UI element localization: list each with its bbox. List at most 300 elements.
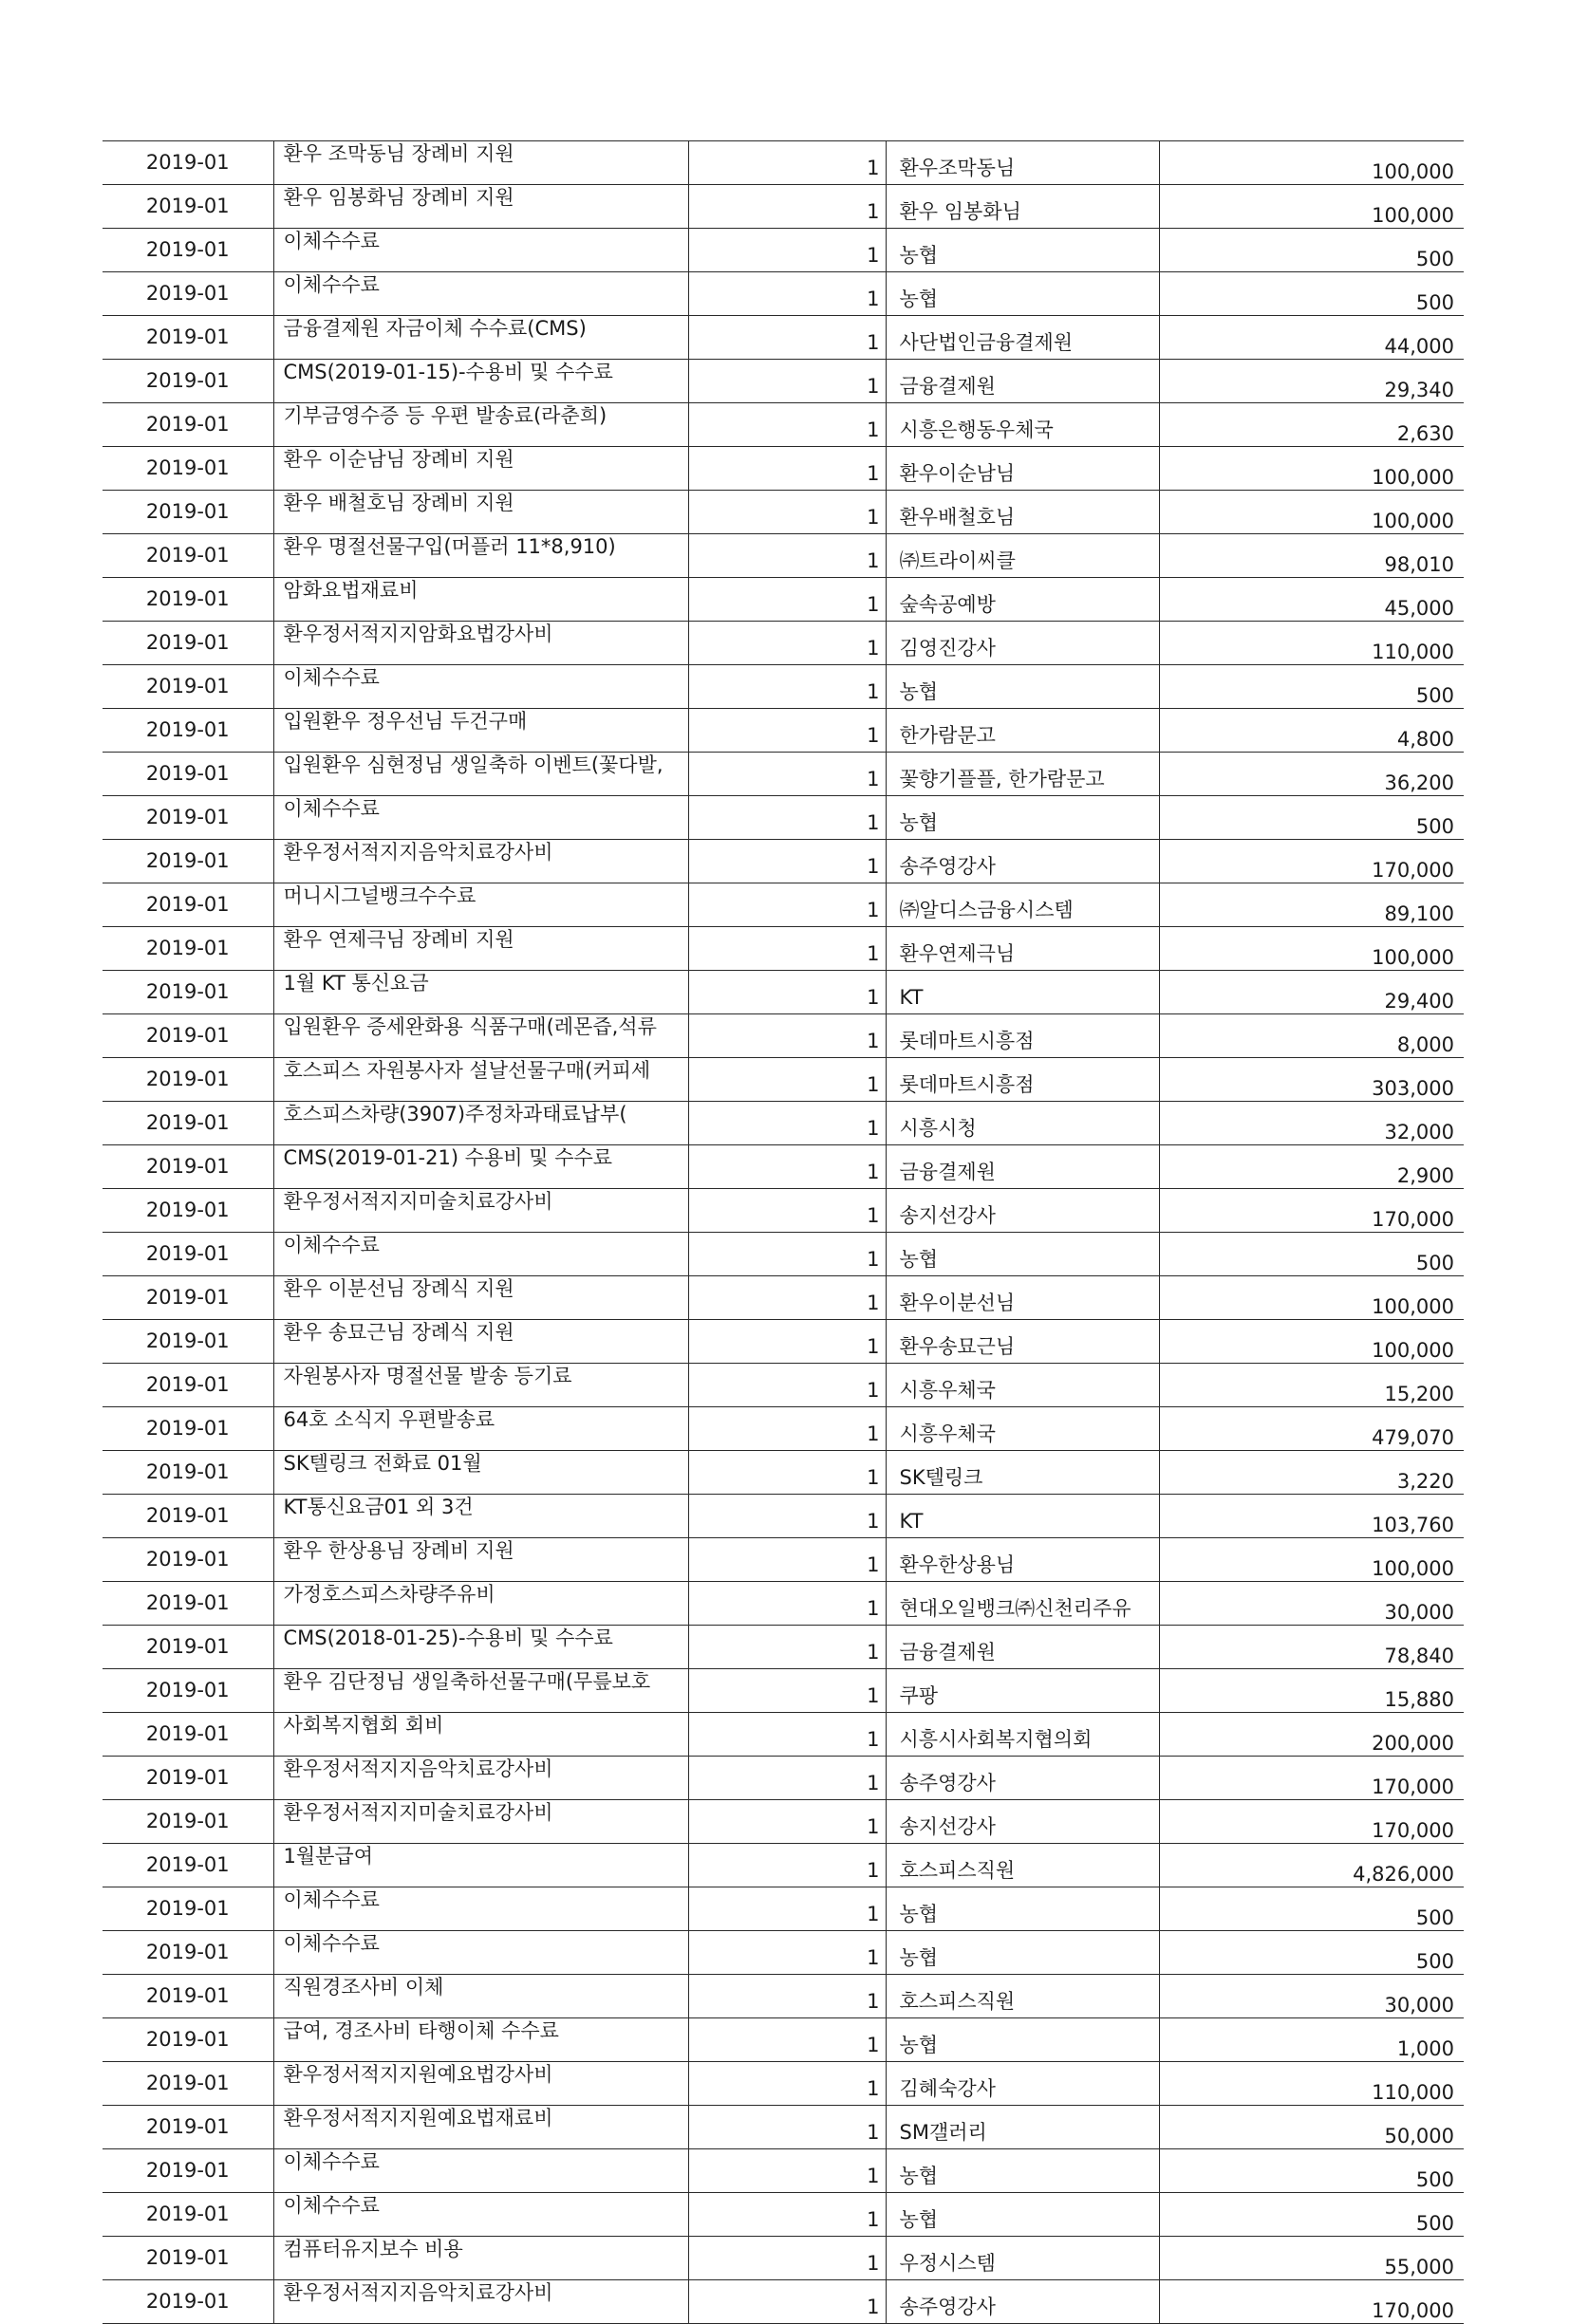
quantity-cell: 1 <box>688 272 886 316</box>
amount-cell: 170,000 <box>1159 1800 1464 1844</box>
description-cell: 급여, 경조사비 타행이체 수수료 <box>273 2018 688 2062</box>
table-row <box>103 796 1464 840</box>
payee-cell: SM갤러리 <box>886 2106 1159 2149</box>
amount-cell: 200,000 <box>1159 1713 1464 1757</box>
description-cell: 이체수수료 <box>273 2193 688 2237</box>
payee-cell: 쿠팡 <box>886 1669 1159 1713</box>
date-cell: 2019-01 <box>103 360 273 403</box>
payee-cell: 농협 <box>886 2193 1159 2237</box>
description-cell: 이체수수료 <box>273 2149 688 2193</box>
quantity-cell: 1 <box>688 1800 886 1844</box>
quantity-cell: 1 <box>688 360 886 403</box>
payee-cell: 농협 <box>886 1931 1159 1975</box>
amount-cell: 44,000 <box>1159 316 1464 360</box>
date-cell: 2019-01 <box>103 534 273 578</box>
table-row <box>103 403 1464 447</box>
amount-cell: 2,900 <box>1159 1145 1464 1189</box>
description-cell: 이체수수료 <box>273 665 688 709</box>
table-row <box>103 360 1464 403</box>
quantity-cell: 1 <box>688 622 886 665</box>
description-cell: KT통신요금01 외 3건 <box>273 1495 688 1538</box>
quantity-cell: 1 <box>688 491 886 534</box>
amount-cell: 170,000 <box>1159 1757 1464 1800</box>
amount-cell: 29,340 <box>1159 360 1464 403</box>
table-row <box>103 927 1464 971</box>
payee-cell: 환우한상용님 <box>886 1538 1159 1582</box>
date-cell: 2019-01 <box>103 1014 273 1058</box>
quantity-cell: 1 <box>688 971 886 1014</box>
date-cell: 2019-01 <box>103 1626 273 1669</box>
quantity-cell: 1 <box>688 883 886 927</box>
date-cell: 2019-01 <box>103 2018 273 2062</box>
table-row <box>103 2106 1464 2149</box>
table-row <box>103 1320 1464 1364</box>
quantity-cell: 1 <box>688 534 886 578</box>
quantity-cell: 1 <box>688 1058 886 1102</box>
payee-cell: 시흥시청 <box>886 1102 1159 1145</box>
date-cell: 2019-01 <box>103 1582 273 1626</box>
amount-cell: 3,220 <box>1159 1451 1464 1495</box>
date-cell: 2019-01 <box>103 1713 273 1757</box>
quantity-cell: 1 <box>688 1407 886 1451</box>
quantity-cell: 1 <box>688 1014 886 1058</box>
payee-cell: 우정시스템 <box>886 2237 1159 2280</box>
quantity-cell: 1 <box>688 2237 886 2280</box>
amount-cell: 98,010 <box>1159 534 1464 578</box>
payee-cell: 사단법인금융결제원 <box>886 316 1159 360</box>
quantity-cell: 1 <box>688 1364 886 1407</box>
date-cell: 2019-01 <box>103 403 273 447</box>
description-cell: 환우 조막동님 장례비 지원 <box>273 141 688 185</box>
table-row <box>103 2193 1464 2237</box>
payee-cell: 농협 <box>886 796 1159 840</box>
date-cell: 2019-01 <box>103 1451 273 1495</box>
ledger-body <box>103 141 1464 2324</box>
amount-cell: 170,000 <box>1159 840 1464 883</box>
quantity-cell: 1 <box>688 185 886 229</box>
date-cell: 2019-01 <box>103 1189 273 1233</box>
quantity-cell: 1 <box>688 1233 886 1276</box>
payee-cell: 농협 <box>886 272 1159 316</box>
table-row <box>103 1757 1464 1800</box>
description-cell: 기부금영수증 등 우편 발송료(라춘희) <box>273 403 688 447</box>
table-row <box>103 2237 1464 2280</box>
table-row <box>103 1931 1464 1975</box>
table-row <box>103 1407 1464 1451</box>
table-row <box>103 971 1464 1014</box>
date-cell: 2019-01 <box>103 1233 273 1276</box>
payee-cell: 농협 <box>886 665 1159 709</box>
quantity-cell: 1 <box>688 1626 886 1669</box>
description-cell: 이체수수료 <box>273 1931 688 1975</box>
description-cell: 금융결제원 자금이체 수수료(CMS) <box>273 316 688 360</box>
date-cell: 2019-01 <box>103 1058 273 1102</box>
payee-cell: 시흥우체국 <box>886 1364 1159 1407</box>
date-cell: 2019-01 <box>103 2106 273 2149</box>
payee-cell: 김영진강사 <box>886 622 1159 665</box>
table-row <box>103 491 1464 534</box>
payee-cell: 농협 <box>886 2018 1159 2062</box>
description-cell: 1월분급여 <box>273 1844 688 1887</box>
amount-cell: 29,400 <box>1159 971 1464 1014</box>
description-cell: CMS(2019-01-21) 수용비 및 수수료 <box>273 1145 688 1189</box>
table-row <box>103 1102 1464 1145</box>
table-row <box>103 1626 1464 1669</box>
description-cell: 입원환우 증세완화용 식품구매(레몬즙,석류 <box>273 1014 688 1058</box>
table-row <box>103 447 1464 491</box>
date-cell: 2019-01 <box>103 622 273 665</box>
amount-cell: 500 <box>1159 229 1464 272</box>
amount-cell: 100,000 <box>1159 447 1464 491</box>
date-cell: 2019-01 <box>103 927 273 971</box>
date-cell: 2019-01 <box>103 2280 273 2324</box>
amount-cell: 50,000 <box>1159 2106 1464 2149</box>
amount-cell: 100,000 <box>1159 491 1464 534</box>
quantity-cell: 1 <box>688 927 886 971</box>
description-cell: 이체수수료 <box>273 272 688 316</box>
payee-cell: ㈜트라이씨클 <box>886 534 1159 578</box>
date-cell: 2019-01 <box>103 840 273 883</box>
payee-cell: 시흥시사회복지협의회 <box>886 1713 1159 1757</box>
date-cell: 2019-01 <box>103 709 273 753</box>
description-cell: 환우정서적지지원예요법강사비 <box>273 2062 688 2106</box>
table-row <box>103 2149 1464 2193</box>
quantity-cell: 1 <box>688 403 886 447</box>
date-cell: 2019-01 <box>103 1887 273 1931</box>
description-cell: 암화요법재료비 <box>273 578 688 622</box>
date-cell: 2019-01 <box>103 447 273 491</box>
quantity-cell: 1 <box>688 2018 886 2062</box>
amount-cell: 4,826,000 <box>1159 1844 1464 1887</box>
payee-cell: 시흥은행동우체국 <box>886 403 1159 447</box>
payee-cell: 금융결제원 <box>886 1145 1159 1189</box>
payee-cell: 꽃향기플플, 한가람문고 <box>886 753 1159 796</box>
amount-cell: 103,760 <box>1159 1495 1464 1538</box>
description-cell: 1월 KT 통신요금 <box>273 971 688 1014</box>
description-cell: 환우 송묘근님 장례식 지원 <box>273 1320 688 1364</box>
table-row <box>103 1538 1464 1582</box>
amount-cell: 100,000 <box>1159 1538 1464 1582</box>
table-row <box>103 1495 1464 1538</box>
date-cell: 2019-01 <box>103 141 273 185</box>
date-cell: 2019-01 <box>103 1495 273 1538</box>
description-cell: SK텔링크 전화료 01월 <box>273 1451 688 1495</box>
payee-cell: 환우조막동님 <box>886 141 1159 185</box>
description-cell: 이체수수료 <box>273 1233 688 1276</box>
payee-cell: 호스피스직원 <box>886 1844 1159 1887</box>
quantity-cell: 1 <box>688 1451 886 1495</box>
table-row <box>103 1058 1464 1102</box>
description-cell: 환우 배철호님 장례비 지원 <box>273 491 688 534</box>
description-cell: 이체수수료 <box>273 229 688 272</box>
table-row <box>103 272 1464 316</box>
payee-cell: 롯데마트시흥점 <box>886 1058 1159 1102</box>
table-row <box>103 2280 1464 2324</box>
table-row <box>103 709 1464 753</box>
amount-cell: 89,100 <box>1159 883 1464 927</box>
amount-cell: 45,000 <box>1159 578 1464 622</box>
amount-cell: 500 <box>1159 1887 1464 1931</box>
payee-cell: 환우 임봉화님 <box>886 185 1159 229</box>
amount-cell: 500 <box>1159 272 1464 316</box>
amount-cell: 500 <box>1159 1931 1464 1975</box>
amount-cell: 170,000 <box>1159 2280 1464 2324</box>
date-cell: 2019-01 <box>103 1669 273 1713</box>
description-cell: 이체수수료 <box>273 1887 688 1931</box>
table-row <box>103 1364 1464 1407</box>
quantity-cell: 1 <box>688 709 886 753</box>
date-cell: 2019-01 <box>103 316 273 360</box>
quantity-cell: 1 <box>688 840 886 883</box>
description-cell: 이체수수료 <box>273 796 688 840</box>
description-cell: 머니시그널뱅크수수료 <box>273 883 688 927</box>
table-row <box>103 883 1464 927</box>
description-cell: 환우 이분선님 장례식 지원 <box>273 1276 688 1320</box>
description-cell: CMS(2018-01-25)-수용비 및 수수료 <box>273 1626 688 1669</box>
payee-cell: 환우이분선님 <box>886 1276 1159 1320</box>
quantity-cell: 1 <box>688 1844 886 1887</box>
date-cell: 2019-01 <box>103 1800 273 1844</box>
date-cell: 2019-01 <box>103 665 273 709</box>
date-cell: 2019-01 <box>103 2062 273 2106</box>
table-row <box>103 2062 1464 2106</box>
date-cell: 2019-01 <box>103 1320 273 1364</box>
date-cell: 2019-01 <box>103 2193 273 2237</box>
amount-cell: 1,000 <box>1159 2018 1464 2062</box>
payee-cell: 금융결제원 <box>886 360 1159 403</box>
quantity-cell: 1 <box>688 1713 886 1757</box>
description-cell: 사회복지협회 회비 <box>273 1713 688 1757</box>
payee-cell: 송주영강사 <box>886 2280 1159 2324</box>
table-row <box>103 1669 1464 1713</box>
quantity-cell: 1 <box>688 2149 886 2193</box>
amount-cell: 500 <box>1159 2193 1464 2237</box>
amount-cell: 2,630 <box>1159 403 1464 447</box>
payee-cell: KT <box>886 971 1159 1014</box>
payee-cell: 환우배철호님 <box>886 491 1159 534</box>
table-row <box>103 665 1464 709</box>
expense-ledger-table <box>103 140 1464 2324</box>
description-cell: 환우정서적지지미술치료강사비 <box>273 1189 688 1233</box>
payee-cell: 김혜숙강사 <box>886 2062 1159 2106</box>
date-cell: 2019-01 <box>103 2237 273 2280</box>
date-cell: 2019-01 <box>103 796 273 840</box>
quantity-cell: 1 <box>688 2106 886 2149</box>
amount-cell: 100,000 <box>1159 1276 1464 1320</box>
amount-cell: 500 <box>1159 1233 1464 1276</box>
description-cell: 환우 한상용님 장례비 지원 <box>273 1538 688 1582</box>
amount-cell: 100,000 <box>1159 927 1464 971</box>
date-cell: 2019-01 <box>103 753 273 796</box>
payee-cell: 농협 <box>886 229 1159 272</box>
payee-cell: 환우연제극님 <box>886 927 1159 971</box>
quantity-cell: 1 <box>688 753 886 796</box>
table-row <box>103 2018 1464 2062</box>
table-row <box>103 1975 1464 2018</box>
payee-cell: 시흥우체국 <box>886 1407 1159 1451</box>
date-cell: 2019-01 <box>103 1931 273 1975</box>
amount-cell: 170,000 <box>1159 1189 1464 1233</box>
quantity-cell: 1 <box>688 1320 886 1364</box>
amount-cell: 100,000 <box>1159 185 1464 229</box>
payee-cell: KT <box>886 1495 1159 1538</box>
amount-cell: 479,070 <box>1159 1407 1464 1451</box>
payee-cell: 송주영강사 <box>886 1757 1159 1800</box>
description-cell: 호스피스차량(3907)주정차과태료납부( <box>273 1102 688 1145</box>
amount-cell: 36,200 <box>1159 753 1464 796</box>
amount-cell: 55,000 <box>1159 2237 1464 2280</box>
table-row <box>103 229 1464 272</box>
description-cell: 환우 연제극님 장례비 지원 <box>273 927 688 971</box>
date-cell: 2019-01 <box>103 1407 273 1451</box>
amount-cell: 32,000 <box>1159 1102 1464 1145</box>
date-cell: 2019-01 <box>103 1102 273 1145</box>
table-row <box>103 1233 1464 1276</box>
description-cell: 환우 이순남님 장례비 지원 <box>273 447 688 491</box>
description-cell: 환우 김단정님 생일축하선물구매(무릎보호 <box>273 1669 688 1713</box>
amount-cell: 30,000 <box>1159 1582 1464 1626</box>
date-cell: 2019-01 <box>103 883 273 927</box>
description-cell: 64호 소식지 우편발송료 <box>273 1407 688 1451</box>
date-cell: 2019-01 <box>103 1757 273 1800</box>
quantity-cell: 1 <box>688 447 886 491</box>
table-row <box>103 1844 1464 1887</box>
description-cell: 환우정서적지지미술치료강사비 <box>273 1800 688 1844</box>
date-cell: 2019-01 <box>103 1844 273 1887</box>
date-cell: 2019-01 <box>103 185 273 229</box>
payee-cell: 롯데마트시흥점 <box>886 1014 1159 1058</box>
quantity-cell: 1 <box>688 1757 886 1800</box>
amount-cell: 4,800 <box>1159 709 1464 753</box>
quantity-cell: 1 <box>688 578 886 622</box>
date-cell: 2019-01 <box>103 1145 273 1189</box>
payee-cell: 환우이순남님 <box>886 447 1159 491</box>
description-cell: 입원환우 심현정님 생일축하 이벤트(꽃다발, <box>273 753 688 796</box>
table-row <box>103 185 1464 229</box>
quantity-cell: 1 <box>688 1276 886 1320</box>
payee-cell: 송주영강사 <box>886 840 1159 883</box>
table-row <box>103 316 1464 360</box>
table-row <box>103 1887 1464 1931</box>
date-cell: 2019-01 <box>103 1975 273 2018</box>
table-row <box>103 578 1464 622</box>
table-row <box>103 1800 1464 1844</box>
amount-cell: 303,000 <box>1159 1058 1464 1102</box>
amount-cell: 500 <box>1159 2149 1464 2193</box>
quantity-cell: 1 <box>688 1189 886 1233</box>
payee-cell: 농협 <box>886 2149 1159 2193</box>
table-row <box>103 840 1464 883</box>
quantity-cell: 1 <box>688 2193 886 2237</box>
quantity-cell: 1 <box>688 1582 886 1626</box>
payee-cell: 송지선강사 <box>886 1800 1159 1844</box>
description-cell: 자원봉사자 명절선물 발송 등기료 <box>273 1364 688 1407</box>
payee-cell: 금융결제원 <box>886 1626 1159 1669</box>
date-cell: 2019-01 <box>103 1364 273 1407</box>
table-row <box>103 141 1464 185</box>
date-cell: 2019-01 <box>103 1538 273 1582</box>
description-cell: 컴퓨터유지보수 비용 <box>273 2237 688 2280</box>
amount-cell: 500 <box>1159 665 1464 709</box>
description-cell: 직원경조사비 이체 <box>273 1975 688 2018</box>
date-cell: 2019-01 <box>103 491 273 534</box>
amount-cell: 15,880 <box>1159 1669 1464 1713</box>
amount-cell: 100,000 <box>1159 1320 1464 1364</box>
description-cell: 환우 명절선물구입(머플러 11*8,910) <box>273 534 688 578</box>
description-cell: 환우정서적지지암화요법강사비 <box>273 622 688 665</box>
amount-cell: 100,000 <box>1159 141 1464 185</box>
payee-cell: 한가람문고 <box>886 709 1159 753</box>
date-cell: 2019-01 <box>103 272 273 316</box>
date-cell: 2019-01 <box>103 2149 273 2193</box>
amount-cell: 110,000 <box>1159 2062 1464 2106</box>
quantity-cell: 1 <box>688 796 886 840</box>
amount-cell: 110,000 <box>1159 622 1464 665</box>
table-row <box>103 1582 1464 1626</box>
table-row <box>103 534 1464 578</box>
payee-cell: 송지선강사 <box>886 1189 1159 1233</box>
description-cell: 환우정서적지지음악치료강사비 <box>273 840 688 883</box>
quantity-cell: 1 <box>688 229 886 272</box>
payee-cell: 호스피스직원 <box>886 1975 1159 2018</box>
table-row <box>103 1276 1464 1320</box>
table-row <box>103 1189 1464 1233</box>
table-row <box>103 1451 1464 1495</box>
description-cell: 환우정서적지지음악치료강사비 <box>273 2280 688 2324</box>
payee-cell: 환우송묘근님 <box>886 1320 1159 1364</box>
description-cell: 입원환우 정우선님 두건구매 <box>273 709 688 753</box>
quantity-cell: 1 <box>688 1538 886 1582</box>
amount-cell: 15,200 <box>1159 1364 1464 1407</box>
payee-cell: SK텔링크 <box>886 1451 1159 1495</box>
payee-cell: 농협 <box>886 1233 1159 1276</box>
date-cell: 2019-01 <box>103 229 273 272</box>
quantity-cell: 1 <box>688 1145 886 1189</box>
date-cell: 2019-01 <box>103 578 273 622</box>
description-cell: 환우 임봉화님 장례비 지원 <box>273 185 688 229</box>
description-cell: 환우정서적지지음악치료강사비 <box>273 1757 688 1800</box>
quantity-cell: 1 <box>688 1669 886 1713</box>
quantity-cell: 1 <box>688 665 886 709</box>
quantity-cell: 1 <box>688 1495 886 1538</box>
quantity-cell: 1 <box>688 1975 886 2018</box>
table-row <box>103 1145 1464 1189</box>
description-cell: CMS(2019-01-15)-수용비 및 수수료 <box>273 360 688 403</box>
quantity-cell: 1 <box>688 1102 886 1145</box>
amount-cell: 30,000 <box>1159 1975 1464 2018</box>
date-cell: 2019-01 <box>103 1276 273 1320</box>
table-row <box>103 1713 1464 1757</box>
description-cell: 가정호스피스차량주유비 <box>273 1582 688 1626</box>
amount-cell: 78,840 <box>1159 1626 1464 1669</box>
quantity-cell: 1 <box>688 2062 886 2106</box>
date-cell: 2019-01 <box>103 971 273 1014</box>
description-cell: 호스피스 자원봉사자 설날선물구매(커피세 <box>273 1058 688 1102</box>
quantity-cell: 1 <box>688 1931 886 1975</box>
amount-cell: 500 <box>1159 796 1464 840</box>
payee-cell: 숲속공예방 <box>886 578 1159 622</box>
table-row <box>103 622 1464 665</box>
quantity-cell: 1 <box>688 316 886 360</box>
payee-cell: 현대오일뱅크㈜신천리주유 <box>886 1582 1159 1626</box>
quantity-cell: 1 <box>688 141 886 185</box>
quantity-cell: 1 <box>688 2280 886 2324</box>
payee-cell: 농협 <box>886 1887 1159 1931</box>
description-cell: 환우정서적지지원예요법재료비 <box>273 2106 688 2149</box>
amount-cell: 8,000 <box>1159 1014 1464 1058</box>
table-row <box>103 753 1464 796</box>
payee-cell: ㈜알디스금융시스템 <box>886 883 1159 927</box>
